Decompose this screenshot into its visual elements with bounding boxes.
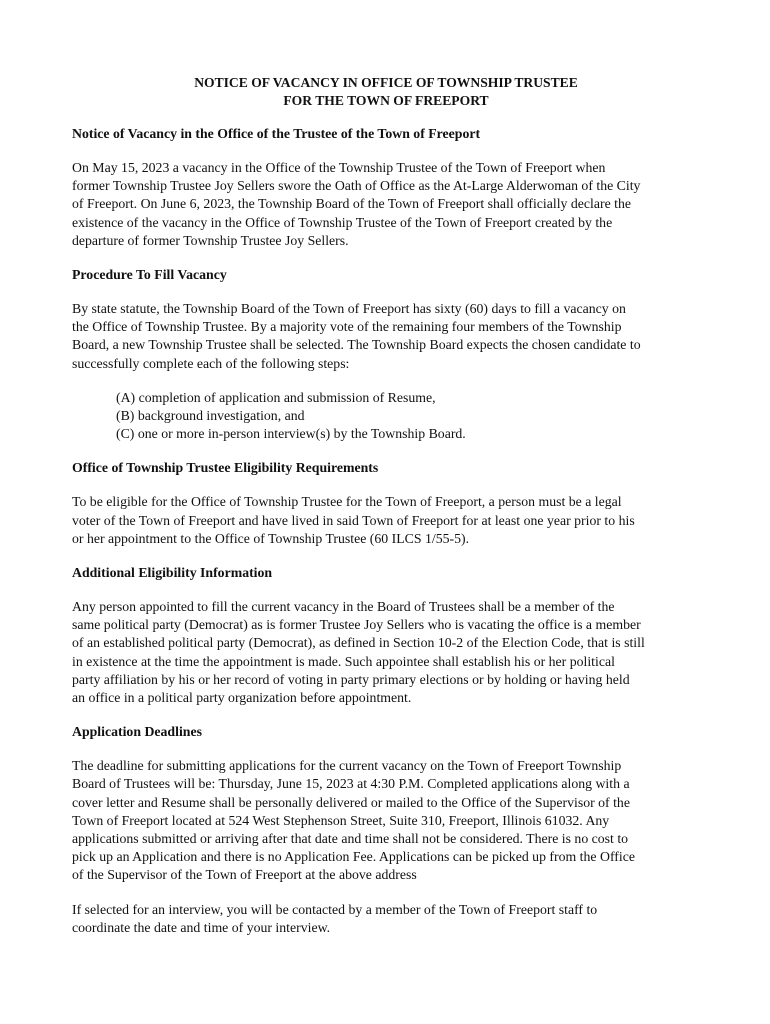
text-line: Board, a new Township Trustee shall be selected. The Township Board expects the chosen candidate to	[72, 337, 641, 353]
eligibility-paragraph	[72, 493, 700, 548]
text-line: same political party (Democrat) as is former Trustee Joy Sellers who is vacating the office is a member	[72, 617, 641, 633]
text-line: of an established political party (Democrat), as defined in Section 10-2 of the Election Code, that is still	[72, 635, 645, 651]
text-line: of Freeport. On June 6, 2023, the Township Board of the Town of Freeport shall officially declare the	[72, 196, 632, 212]
text-line: coordinate the date and time of your interview.	[72, 919, 331, 935]
text-line: the Office of Township Trustee. By a majority vote of the remaining four members of the Township	[72, 319, 622, 335]
document-title	[72, 74, 700, 110]
text-line: voter of the Town of Freeport and have lived in said Town of Freeport for at least one year prior to his	[72, 512, 635, 528]
text-line: departure of former Township Trustee Joy Sellers.	[72, 232, 349, 248]
additional-eligibility-paragraph	[72, 598, 700, 707]
document-page	[72, 74, 700, 953]
text-line: By state statute, the Township Board of the Town of Freeport has sixty (60) days to fill a vacancy on	[72, 301, 626, 317]
section-heading-deadlines: Application Deadlines	[72, 724, 202, 740]
text-line: successfully complete each of the following steps:	[72, 355, 350, 371]
title-line: FOR THE TOWN OF FREEPORT	[283, 93, 489, 108]
text-line: of the Supervisor of the Town of Freeport at the above address	[72, 867, 417, 883]
section-heading-additional-eligibility: Additional Eligibility Information	[72, 565, 273, 581]
text-line: or her appointment to the Office of Township Trustee (60 ILCS 1/55-5).	[72, 530, 470, 546]
text-line: The deadline for submitting applications for the current vacancy on the Town of Freeport Township	[72, 758, 622, 774]
closing-paragraph	[72, 901, 700, 937]
text-line: in existence at the time the appointment is made. Such appointee shall establish his or her political	[72, 653, 615, 669]
text-line: an office in a political party organization before appointment.	[72, 690, 412, 706]
text-line: To be eligible for the Office of Township Trustee for the Town of Freeport, a person must be a legal	[72, 494, 622, 510]
procedure-paragraph	[72, 300, 700, 373]
deadlines-paragraph	[72, 757, 700, 884]
text-line: cover letter and Resume shall be personally delivered or mailed to the Office of the Supervisor of the	[72, 794, 630, 810]
text-line: Any person appointed to fill the current vacancy in the Board of Trustees shall be a member of the	[72, 599, 615, 615]
section-heading-procedure: Procedure To Fill Vacancy	[72, 267, 227, 283]
list-item: (A) completion of application and submission of Resume,	[116, 389, 436, 405]
notice-paragraph	[72, 159, 700, 250]
text-line: existence of the vacancy in the Office of Township Trustee of the Town of Freeport created by the	[72, 214, 613, 230]
section-heading-notice: Notice of Vacancy in the Office of the Trustee of the Town of Freeport	[72, 126, 481, 141]
text-line: Board of Trustees will be: Thursday, June 15, 2023 at 4:30 P.M. Completed applications along with a	[72, 776, 630, 792]
text-line: applications submitted or arriving after that date and time shall not be considered. There is no cost to	[72, 831, 629, 847]
text-line: party affiliation by his or her record of voting in party primary elections or by holding or having held	[72, 671, 630, 687]
list-item: (C) one or more in-person interview(s) by the Township Board.	[116, 426, 466, 442]
text-line: pick up an Application and there is no Application Fee. Applications can be picked up from the Office	[72, 849, 635, 865]
title-line: NOTICE OF VACANCY IN OFFICE OF TOWNSHIP TRUSTEE	[194, 75, 578, 90]
text-line: On May 15, 2023 a vacancy in the Office of the Township Trustee of the Town of Freeport when	[72, 160, 606, 175]
section-heading-eligibility: Office of Township Trustee Eligibility Requirements	[72, 460, 379, 476]
text-line: former Township Trustee Joy Sellers swore the Oath of Office as the At-Large Alderwoman of the City	[72, 178, 641, 194]
text-line: Town of Freeport located at 524 West Stephenson Street, Suite 310, Freeport, Illinois 61032. Any	[72, 812, 610, 828]
list-item: (B) background investigation, and	[116, 408, 305, 424]
text-line: If selected for an interview, you will be contacted by a member of the Town of Freeport staff to	[72, 901, 598, 917]
procedure-steps-list	[72, 389, 700, 444]
